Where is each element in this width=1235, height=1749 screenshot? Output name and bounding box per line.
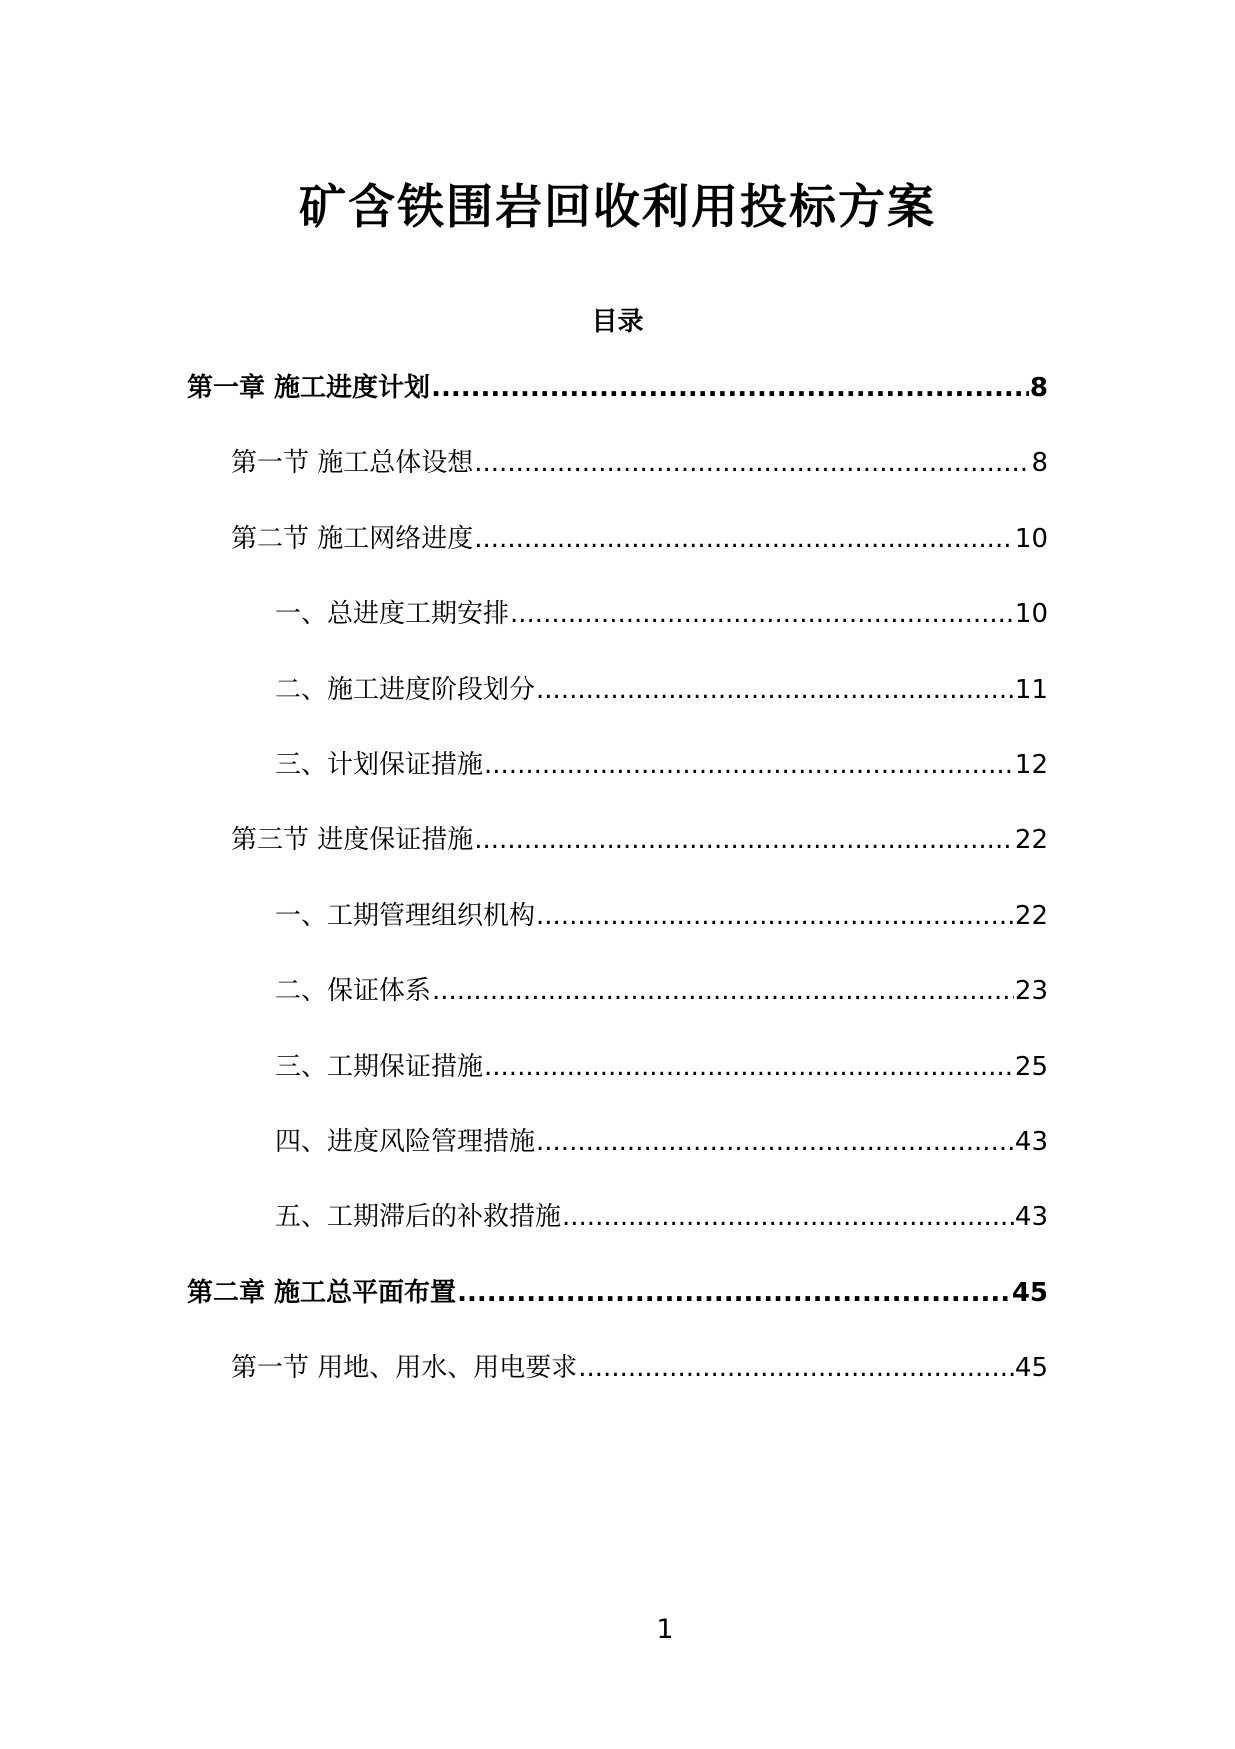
toc-dot-leader [431,368,1029,408]
toc-dot-leader [474,519,1014,559]
toc-entry-page: 8 [1029,373,1048,403]
toc-entry-label: 四、进度风险管理措施 [275,1127,536,1157]
toc-entry-label: 第一节 用地、用水、用电要求 [231,1353,578,1383]
toc-entry-label: 五、工期滞后的补救措施 [275,1202,562,1232]
toc-entry[interactable] [187,368,1048,408]
toc-entry[interactable] [275,1047,1048,1087]
toc-entry-label: 第二章 施工总平面布置 [187,1278,457,1308]
toc-entry[interactable] [231,820,1048,860]
toc-entry-label: 二、施工进度阶段划分 [275,675,536,705]
toc-entry[interactable] [231,1348,1048,1388]
toc-heading: 目录 [591,307,644,337]
toc-entry[interactable] [231,443,1048,483]
toc-entry[interactable] [275,1122,1048,1162]
toc-entry[interactable] [275,971,1048,1011]
document-title: 矿含铁围岩回收利用投标方案 [299,180,936,235]
toc-entry-label: 一、总进度工期安排 [275,599,510,629]
toc-dot-leader [474,443,1030,483]
toc-entry-page: 45 [1011,1278,1048,1308]
toc-dot-leader [457,1273,1011,1313]
toc-entry-page: 22 [1014,825,1048,855]
toc-dot-leader [536,1122,1014,1162]
toc-entry-page: 25 [1014,1052,1048,1082]
toc-entry-label: 二、保证体系 [275,976,432,1006]
toc-entry[interactable] [275,670,1048,710]
toc-entry-page: 23 [1014,976,1048,1006]
toc-entry-page: 10 [1014,599,1048,629]
toc-entry[interactable] [187,1273,1048,1313]
toc-entry-label: 第一节 施工总体设想 [231,448,474,478]
toc-entry-page: 22 [1014,901,1048,931]
toc-dot-leader [484,745,1014,785]
toc-dot-leader [536,896,1014,936]
toc-entry-page: 45 [1014,1353,1048,1383]
toc-entry[interactable] [275,896,1048,936]
toc-dot-leader [510,594,1014,634]
toc-entry[interactable] [231,519,1048,559]
toc-dot-leader [536,670,1014,710]
page-number: 1 [656,1614,674,1645]
toc-entry-page: 43 [1014,1127,1048,1157]
toc-dot-leader [474,820,1014,860]
toc-entry-label: 一、工期管理组织机构 [275,901,536,931]
toc-dot-leader [432,971,1014,1011]
toc-dot-leader [562,1197,1014,1237]
toc-entry-page: 11 [1014,675,1048,705]
toc-dot-leader [578,1348,1014,1388]
toc-entry[interactable] [275,1197,1048,1237]
toc-entry-label: 第二节 施工网络进度 [231,524,474,554]
toc-entry-page: 43 [1014,1202,1048,1232]
toc-entry-label: 第一章 施工进度计划 [187,373,431,403]
toc-entry[interactable] [275,745,1048,785]
toc-entry-page: 12 [1014,750,1048,780]
toc-entry-label: 第三节 进度保证措施 [231,825,474,855]
toc-dot-leader [484,1047,1014,1087]
toc-entry-label: 三、计划保证措施 [275,750,484,780]
toc-entry[interactable] [275,594,1048,634]
toc-entry-page: 8 [1031,448,1048,478]
toc-entry-page: 10 [1014,524,1048,554]
toc-entry-label: 三、工期保证措施 [275,1052,484,1082]
